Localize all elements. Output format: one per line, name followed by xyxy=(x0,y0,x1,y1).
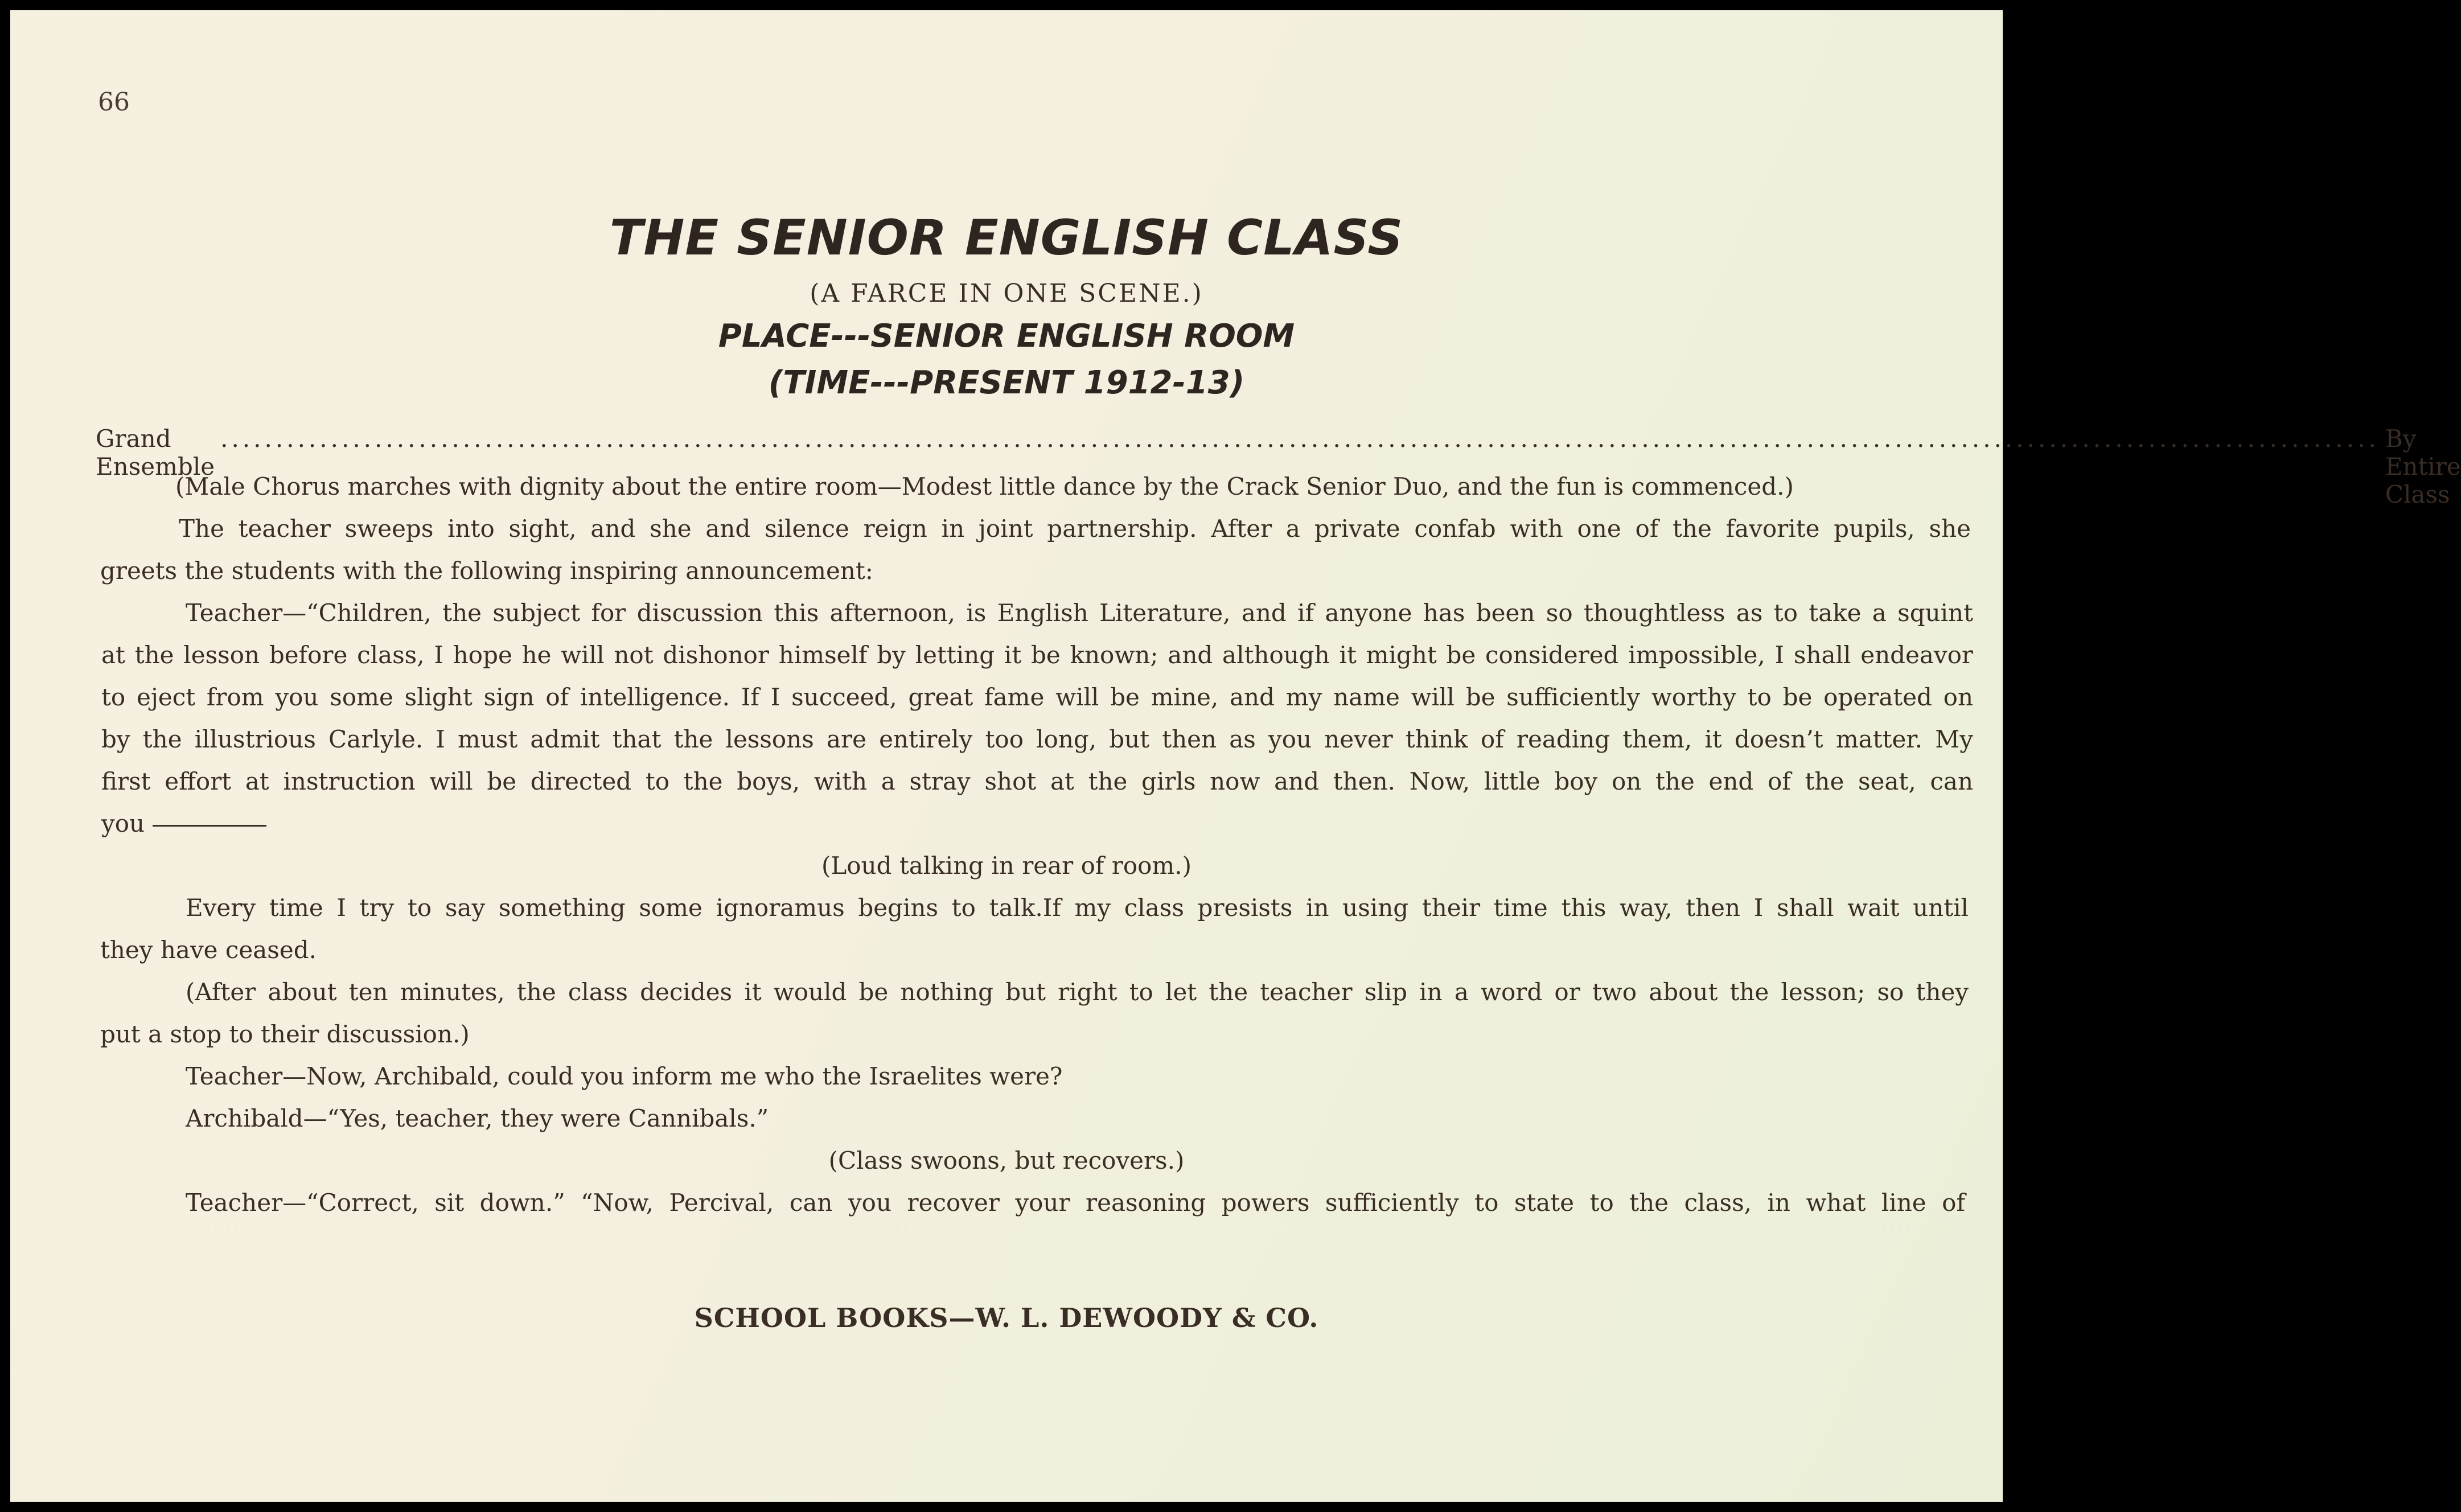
place-heading: PLACE---SENIOR ENGLISH ROOM xyxy=(718,318,1295,355)
ensemble-label: Grand Ensemble xyxy=(96,425,215,480)
text-line: you xyxy=(101,810,266,837)
text-line: Every time I try to say something some ignoramus begins to talk.If my class presists in using their time this way, then I shall wait until xyxy=(186,894,1969,922)
dash-rule xyxy=(153,825,266,827)
text-line: The teacher sweeps into sight, and she and silence reign in joint partnership. After a private confab with one of the favorite pupils, she xyxy=(179,515,1971,543)
stage-direction: put a stop to their discussion.) xyxy=(100,1020,470,1048)
subtitle: (A FARCE IN ONE SCENE.) xyxy=(810,279,1203,308)
dialogue-line: Archibald—“Yes, teacher, they were Cannibals.” xyxy=(186,1104,769,1132)
page-number: 66 xyxy=(98,88,130,117)
document-page xyxy=(10,10,2461,1502)
leader-dots: .................................................................................................................................................................................................... xyxy=(220,425,2380,453)
ensemble-by: By Entire Class xyxy=(2385,425,2461,508)
stage-direction-chorus: (Male Chorus marches with dignity about the entire room—Modest little dance by the Crack Senior Duo, and the fun is commenced.) xyxy=(175,472,1794,500)
stage-direction: (After about ten minutes, the class decides it would be nothing but right to let the teacher slip in a word or two about the lesson; so they xyxy=(186,978,1969,1006)
text-line: they have ceased. xyxy=(100,936,317,964)
page-title: THE SENIOR ENGLISH CLASS xyxy=(609,209,1404,266)
stage-direction: (Class swoons, but recovers.) xyxy=(828,1147,1185,1174)
text-line: greets the students with the following inspiring announcement: xyxy=(100,557,873,585)
dialogue-line: Teacher—Now, Archibald, could you inform me who the Israelites were? xyxy=(186,1062,1063,1090)
stage-direction: (Loud talking in rear of room.) xyxy=(821,852,1192,880)
time-heading: (TIME---PRESENT 1912-13) xyxy=(768,364,1245,401)
text-line: by the illustrious Carlyle. I must admit that the lessons are entirely too long, but then as you never think of reading them, it doesn’t matter. My xyxy=(101,725,1973,753)
text-line: Teacher—“Children, the subject for discussion this afternoon, is English Literature, and if anyone has been so thoughtless as to take a squint xyxy=(186,599,1973,627)
footer-advertisement: SCHOOL BOOKS—W. L. DEWOODY & CO. xyxy=(694,1303,1319,1333)
text-line: to eject from you some slight sign of intelligence. If I succeed, great fame will be mine, and my name will be sufficiently worthy to be operated on xyxy=(101,683,1973,711)
text-line: at the lesson before class, I hope he will not dishonor himself by letting it be known; and although it might be considered impossible, I shall endeavor xyxy=(101,641,1973,669)
dialogue-line: Teacher—“Correct, sit down.” “Now, Percival, can you recover your reasoning powers sufficiently to state to the class, in what line of xyxy=(186,1189,1965,1217)
text-line: first effort at instruction will be directed to the boys, with a stray shot at the girls now and then. Now, little boy on the end of the seat, can xyxy=(101,767,1973,795)
